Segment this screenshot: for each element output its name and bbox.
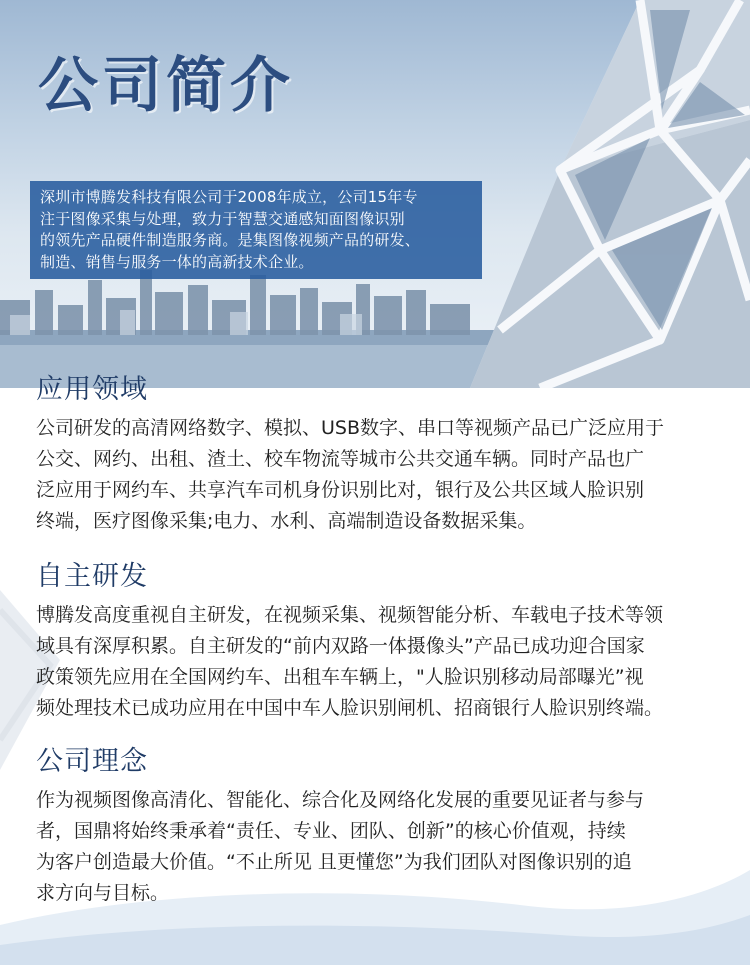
company-intro-box: [30, 181, 482, 279]
section-heading: 应用领域: [36, 374, 148, 405]
section-body: 博腾发高度重视自主研发，在视频采集、视频智能分析、车载电子技术等领 域具有深厚积累。自主研发的“前内双路一体摄像头”产品已成功迎合国家 政策领先应用在全国网约车、出租车车辆上，"人脸识别移动局部曝光”视 频处理技术已成功应用在中国中车人脸识别闸机、招商银行人脸识别终端。: [36, 604, 664, 719]
section-independent-rnd: [36, 560, 726, 724]
hero-banner: [0, 0, 750, 388]
section-application-fields: [36, 373, 726, 537]
company-intro-text: 深圳市博腾发科技有限公司于2008年成立，公司15年专 注于图像采集与处理，致力于智慧交通感知面图像识别 的领先产品硬件制造服务商。是集图像视频产品的研发、 制造、销售与服务一体的高新技术企业。: [40, 188, 421, 271]
section-company-philosophy: [36, 745, 726, 909]
section-body: 作为视频图像高清化、智能化、综合化及网络化发展的重要见证者与参与 者，国鼎将始终秉承着“责任、专业、团队、创新”的核心价值观，持续 为客户创造最大价值。“不止所见 且更懂您”为我们团队对图像识别的追 求方向与目标。: [36, 789, 645, 904]
page-title: 公司简介: [38, 51, 294, 121]
section-heading: 公司理念: [36, 746, 148, 777]
section-body: 公司研发的高清网络数字、模拟、USB数字、串口等视频产品已广泛应用于 公交、网约、出租、渣土、校车物流等城市公共交通车辆。同时产品也广 泛应用于网约车、共享汽车司机身份识别比对，银行及公共区域人脸识别 终端，医疗图像采集;电力、水利、高端制造设备数据采集。: [36, 417, 665, 532]
section-heading: 自主研发: [36, 561, 148, 592]
